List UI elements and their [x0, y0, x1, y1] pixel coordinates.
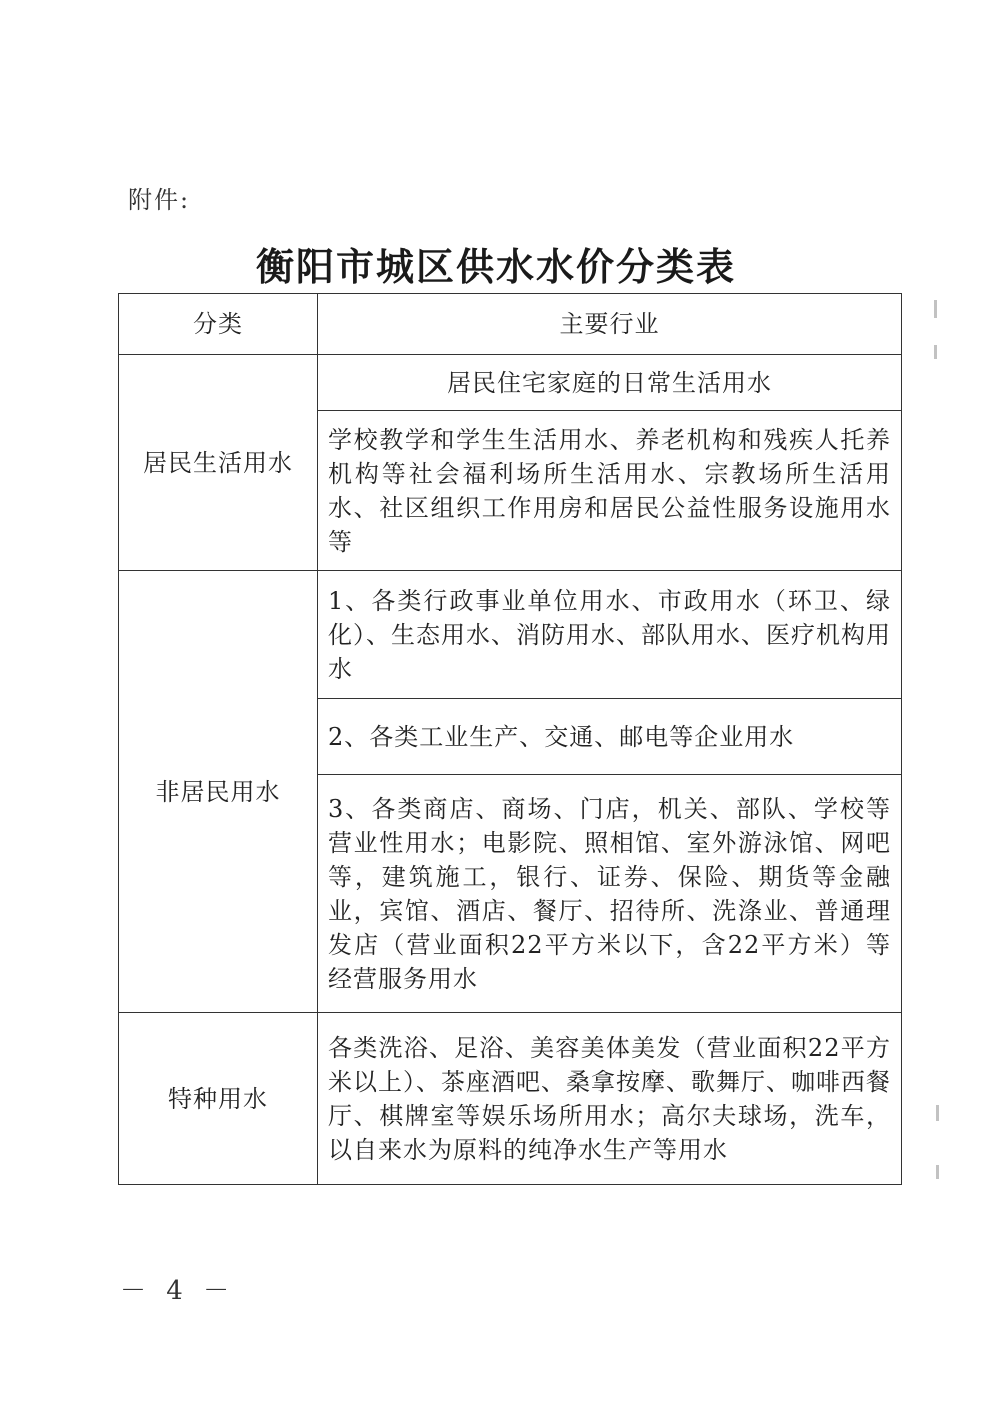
category-cell: 居民生活用水 [119, 355, 318, 571]
table-row [119, 571, 902, 699]
scan-artifact [934, 300, 937, 318]
scan-artifact [934, 345, 937, 359]
page-number: － 4 － [120, 1276, 236, 1306]
header-industry: 主要行业 [318, 294, 902, 355]
category-cell: 特种用水 [119, 1013, 318, 1185]
category-cell: 非居民用水 [119, 571, 318, 1013]
attachment-label: 附件: [128, 186, 191, 214]
document-title: 衡阳市城区供水水价分类表 [255, 244, 736, 289]
industry-cell: 学校教学和学生生活用水、养老机构和残疾人托养机构等社会福利场所生活用水、宗教场所生活用水、社区组织工作用房和居民公益性服务设施用水等 [318, 411, 902, 571]
scan-artifact [936, 1105, 939, 1121]
industry-cell: 2、各类工业生产、交通、邮电等企业用水 [318, 699, 902, 775]
industry-cell: 各类洗浴、足浴、美容美体美发（营业面积22平方米以上）、茶座酒吧、桑拿按摩、歌舞厅、咖啡西餐厅、棋牌室等娱乐场所用水；高尔夫球场，洗车，以自来水为原料的纯净水生产等用水 [318, 1013, 902, 1185]
industry-cell: 居民住宅家庭的日常生活用水 [318, 355, 902, 411]
table-header-row [119, 294, 902, 355]
industry-cell: 3、各类商店、商场、门店，机关、部队、学校等营业性用水；电影院、照相馆、室外游泳馆、网吧等，建筑施工，银行、证券、保险、期货等金融业，宾馆、酒店、餐厅、招待所、洗涤业、普通理发店（营业面积22平方米以下，含22平方米）等经营服务用水 [318, 775, 902, 1013]
header-category: 分类 [119, 294, 318, 355]
table-row [119, 355, 902, 411]
table-row [119, 1013, 902, 1185]
water-price-table [118, 293, 902, 1185]
scan-artifact [936, 1165, 939, 1179]
industry-cell: 1、各类行政事业单位用水、市政用水（环卫、绿化）、生态用水、消防用水、部队用水、医疗机构用水 [318, 571, 902, 699]
